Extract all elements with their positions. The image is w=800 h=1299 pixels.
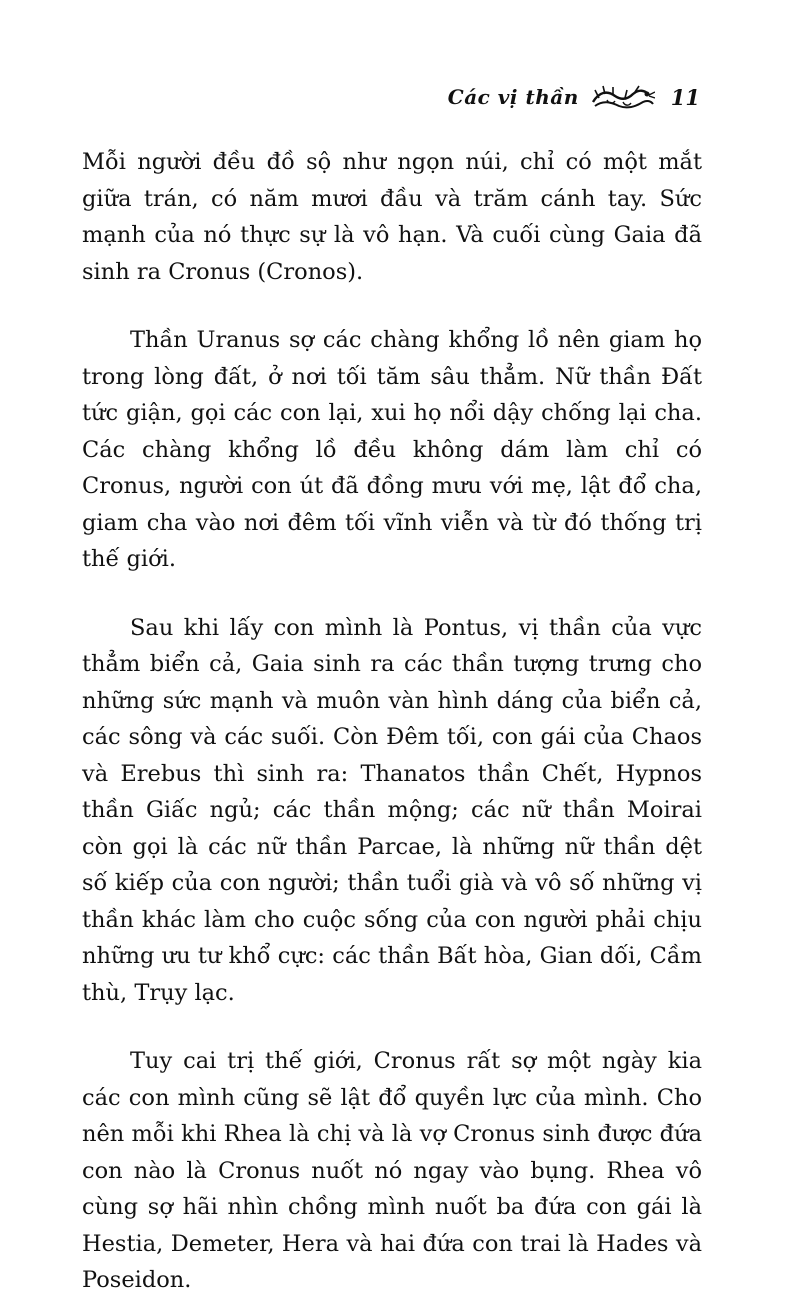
running-title: Các vị thần bbox=[447, 85, 579, 109]
paragraph-3: Sau khi lấy con mình là Pontus, vị thần của vực thẳm biển cả, Gaia sinh ra các thần tượng trưng cho những sức mạnh và muôn vàn hình dáng của biển cả, các sông và các suối. Còn Đêm tối, con gái của Chaos và Erebus thì sinh ra: Thanatos thần Chết, Hypnos thần Giấc ngủ; các thần mộng; các nữ thần Moirai còn gọi là các nữ thần Parcae, là những nữ thần dệt số kiếp của con người; thần tuổi già và vô số những vị thần khác làm cho cuộc sống của con người phải chịu những ưu tư khổ cực: các thần Bất hòa, Gian dối, Cầm thù, Trụy lạc. bbox=[82, 614, 702, 1006]
page-number: 11 bbox=[670, 84, 700, 110]
paragraph-4: Tuy cai trị thế giới, Cronus rất sợ một ngày kia các con mình cũng sẽ lật đổ quyền lực của mình. Cho nên mỗi khi Rhea là chị và là vợ Cronus sinh được đứa con nào là Cronus nuốt nó ngay vào bụng. Rhea vô cùng sợ hãi nhìn chồng mình nuốt ba đứa con gái là Hestia, Demeter, Hera và hai đứa con trai là Hades và Poseidon. bbox=[82, 1048, 702, 1293]
body-text bbox=[82, 144, 702, 1299]
paragraph-2: Thần Uranus sợ các chàng khổng lồ nên giam họ trong lòng đất, ở nơi tối tăm sâu thẳm. Nữ thần Đất tức giận, gọi các con lại, xui họ nổi dậy chống lại cha. Các chàng khổng lồ đều không dám làm chỉ có Cronus, người con út đã đồng mưu với mẹ, lật đổ cha, giam cha vào nơi đêm tối vĩnh viễn và từ đó thống trị thế giới. bbox=[82, 327, 702, 572]
paragraph-1: Mỗi người đều đồ sộ như ngọn núi, chỉ có một mắt giữa trán, có năm mươi đầu và trăm cánh tay. Sức mạnh của nó thực sự là vô hạn. Và cuối cùng Gaia đã sinh ra Cronus (Cronos). bbox=[82, 149, 702, 285]
dragon-ornament-icon bbox=[589, 82, 655, 112]
running-header bbox=[448, 82, 700, 112]
